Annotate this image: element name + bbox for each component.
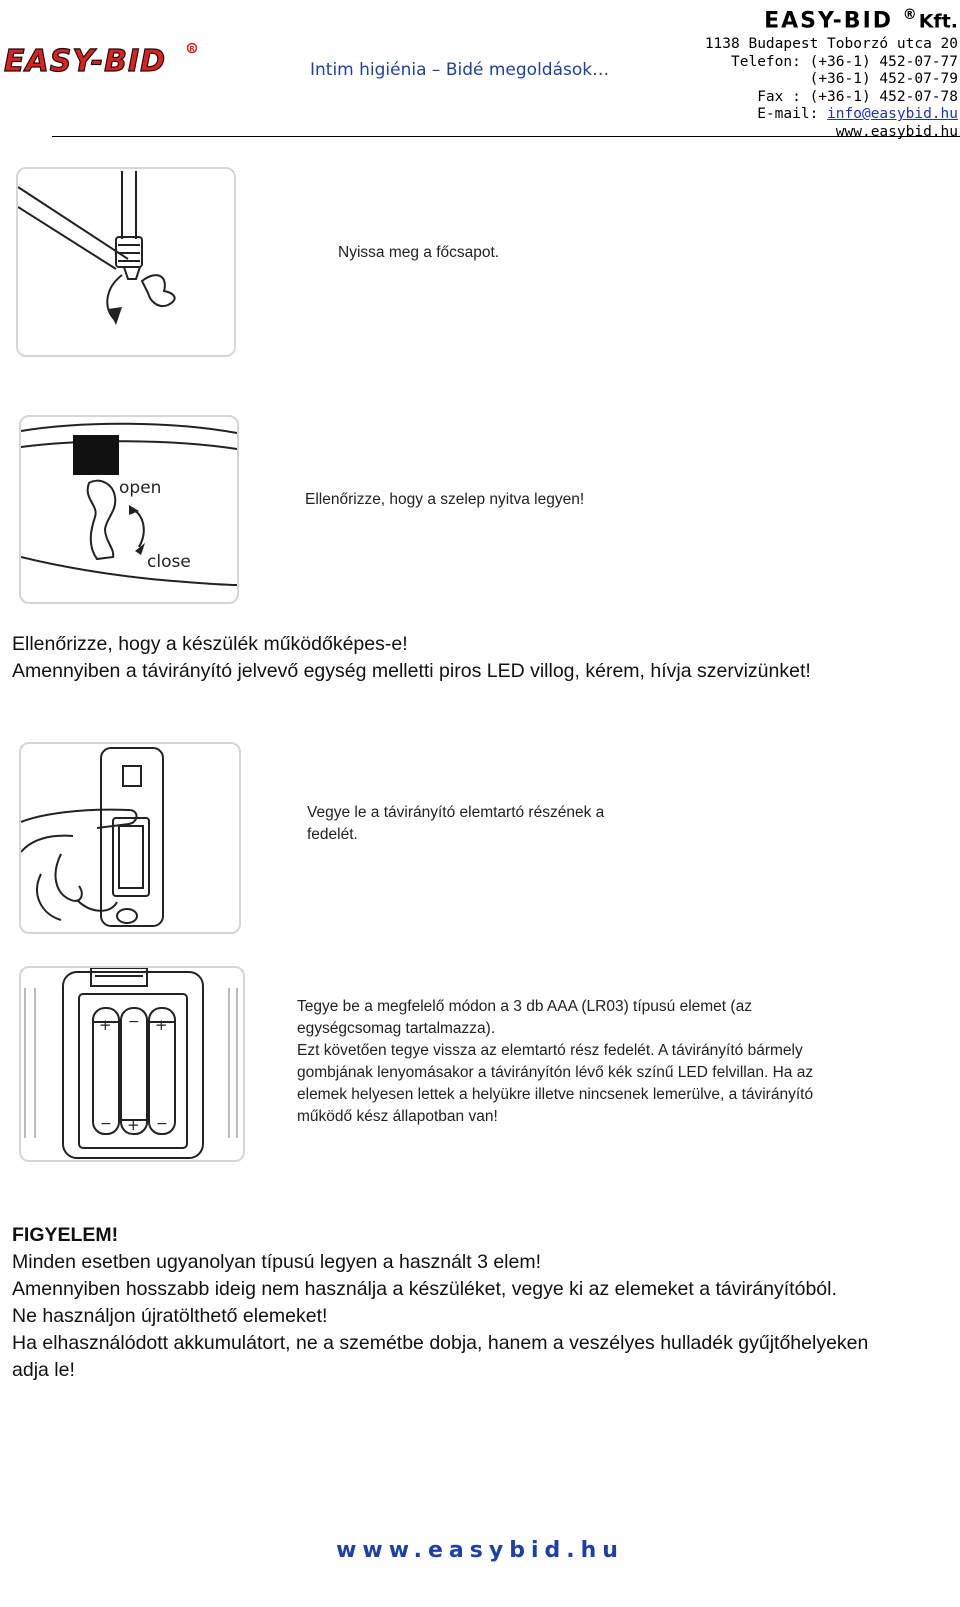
easy-bid-logo	[2, 38, 202, 82]
company-phone-2: (+36-1) 452-07-79	[809, 71, 958, 88]
company-fax: Fax : (+36-1) 452-07-78	[757, 88, 958, 105]
open-label: open	[119, 478, 162, 498]
battery-1-plus: +	[99, 1016, 112, 1034]
svg-text:R: R	[189, 45, 195, 53]
battery-1-minus: −	[100, 1116, 112, 1132]
battery-2-minus: −	[128, 1014, 140, 1030]
company-website[interactable]: www.easybid.hu	[835, 123, 958, 140]
warning-line: Ne használjon újratölthető elemeket!	[12, 1305, 328, 1327]
warning-line: adja le!	[12, 1359, 75, 1381]
main-valve-illustration	[16, 167, 236, 357]
check-paragraph	[12, 631, 811, 685]
step-4-caption-line: működő kész állapotban van!	[297, 1108, 498, 1125]
step-4-caption-line: elemek helyesen lettek a helyükre illetve nincsenek lemerülve, a távirányító	[297, 1086, 814, 1103]
company-email-row	[705, 106, 958, 124]
remove-cover-illustration	[19, 742, 241, 934]
close-label: close	[147, 552, 191, 572]
footer-website[interactable]: www.easybid.hu	[336, 1538, 624, 1563]
logo-text: EASY-BID	[4, 44, 167, 79]
warning-line: Amennyiben hosszabb ideig nem használja a készüléket, vegye ki az elemeket a távirányítóból.	[12, 1278, 837, 1300]
step-3-caption	[307, 802, 604, 846]
step-3-caption-line-1: Vegye le a távirányító elemtartó részének a	[307, 804, 605, 821]
warning-line: Ha elhasználódott akkumulátort, ne a szemétbe dobja, hanem a veszélyes hulladék gyűjtőhelyeken	[12, 1332, 869, 1354]
step-3-caption-line-2: fedelét.	[307, 826, 358, 843]
company-phone: Telefon: (+36-1) 452-07-77	[731, 53, 958, 70]
step-4-caption-line: Ezt követően tegye vissza az elemtartó rész fedelét. A távirányító bármely	[297, 1042, 803, 1059]
check-line-1: Ellenőrizze, hogy a készülék működőképes-e!	[12, 633, 408, 655]
step-4-caption-line: Tegye be a megfelelő módon a 3 db AAA (LR03) típusú elemet (az	[297, 998, 752, 1015]
valve-open-close-illustration	[19, 415, 239, 604]
warning-block	[12, 1222, 868, 1384]
tagline: Intim higiénia – Bidé megoldások…	[310, 60, 610, 80]
step-4-caption	[297, 996, 813, 1128]
warning-line: Minden esetben ugyanolyan típusú legyen a használt 3 elem!	[12, 1251, 542, 1273]
email-label: E-mail:	[757, 106, 819, 123]
battery-3-plus: +	[155, 1016, 168, 1034]
step-4-caption-line: egységcsomag tartalmazza).	[297, 1020, 496, 1037]
company-brand: EASY-BID ®Kft.	[764, 7, 958, 34]
check-line-2: Amennyiben a távirányító jelvevő egység melletti piros LED villog, kérem, hívja szervizünket!	[12, 660, 811, 682]
header-divider	[52, 136, 960, 137]
email-link[interactable]: info@easybid.hu	[827, 106, 958, 123]
company-address: 1138 Budapest Toborzó utca 20	[704, 36, 958, 53]
warning-title: FIGYELEM!	[12, 1224, 119, 1246]
step-1-caption: Nyissa meg a főcsapot.	[338, 244, 500, 261]
step-4-caption-line: gombjának lenyomásakor a távirányítón lévő kék színű LED felvillan. Ha az	[297, 1064, 814, 1081]
company-info	[705, 0, 958, 141]
step-2-caption: Ellenőrizze, hogy a szelep nyitva legyen!	[305, 491, 585, 508]
battery-compartment-illustration	[19, 966, 245, 1162]
battery-2-plus: +	[127, 1116, 140, 1134]
battery-3-minus: −	[156, 1116, 168, 1132]
